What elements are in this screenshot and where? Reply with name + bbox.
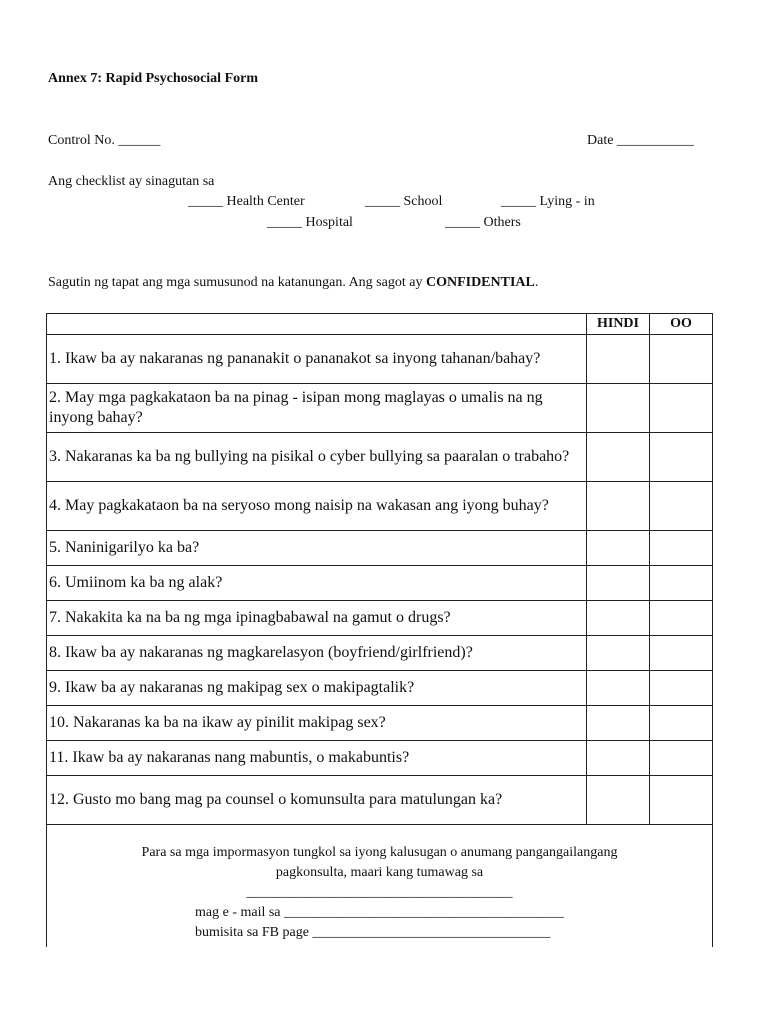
answer-hindi-cell[interactable] [587, 566, 650, 601]
table-row [47, 776, 713, 825]
answer-oo-cell[interactable] [650, 776, 713, 825]
option-lying-in: _____ Lying - in [501, 194, 595, 209]
answer-oo-cell[interactable] [650, 741, 713, 776]
question-text: 5. Naninigarilyo ka ba? [47, 531, 587, 566]
answer-oo-cell[interactable] [650, 636, 713, 671]
instructions-text: Sagutin ng tapat ang mga sumusunod na katanungan. Ang sagot ay [48, 275, 426, 290]
table-row [47, 531, 713, 566]
answer-hindi-cell[interactable] [587, 601, 650, 636]
answer-hindi-cell[interactable] [587, 482, 650, 531]
instructions-end: . [534, 275, 539, 290]
question-header [47, 314, 587, 335]
phone-number-blank: ______________________________________ [246, 885, 513, 900]
answer-oo-cell[interactable] [650, 433, 713, 482]
answer-oo-cell[interactable] [650, 335, 713, 384]
checklist-label: Ang checklist ay sinagutan sa [48, 174, 215, 189]
question-text: 12. Gusto mo bang mag pa counsel o komunsulta para matulungan ka? [47, 776, 587, 825]
table-row [47, 335, 713, 384]
answer-oo-cell[interactable] [650, 384, 713, 433]
answer-hindi-cell[interactable] [587, 706, 650, 741]
footer-row [47, 825, 713, 947]
footer-line-1: Para sa mga impormasyon tungkol sa iyong kalusugan o anumang pangangailangang [141, 845, 618, 860]
table-row [47, 601, 713, 636]
date-field: Date ___________ [587, 133, 694, 148]
confidential-emphasis: CONFIDENTIAL [425, 275, 535, 290]
answer-hindi-cell[interactable] [587, 531, 650, 566]
fb-page-blank: bumisita sa FB page __________________________________ [195, 925, 551, 940]
form-title: Annex 7: Rapid Psychosocial Form [48, 71, 258, 86]
table-row [47, 636, 713, 671]
table-row [47, 384, 713, 433]
header-hindi: HINDI [587, 314, 650, 335]
answer-hindi-cell[interactable] [587, 671, 650, 706]
answer-hindi-cell[interactable] [587, 384, 650, 433]
instructions [48, 275, 538, 291]
question-text: 11. Ikaw ba ay nakaranas nang mabuntis, o makabuntis? [47, 741, 587, 776]
answer-hindi-cell[interactable] [587, 776, 650, 825]
answer-oo-cell[interactable] [650, 706, 713, 741]
control-number-field: Control No. ______ [48, 133, 161, 148]
answer-oo-cell[interactable] [650, 531, 713, 566]
email-blank: mag e - mail sa ________________________________________ [195, 905, 565, 920]
question-text: 7. Nakakita ka na ba ng mga ipinagbabawal na gamut o drugs? [47, 601, 587, 636]
answer-hindi-cell[interactable] [587, 741, 650, 776]
footer-line-2: pagkonsulta, maari kang tumawag sa [275, 865, 484, 880]
footer-contact-info [47, 825, 713, 947]
table-row [47, 566, 713, 601]
question-text: 1. Ikaw ba ay nakaranas ng pananakit o pananakot sa inyong tahanan/bahay? [47, 335, 587, 384]
table-row [47, 433, 713, 482]
question-text: 4. May pagkakataon ba na seryoso mong naisip na wakasan ang iyong buhay? [47, 482, 587, 531]
table-row [47, 706, 713, 741]
option-others: _____ Others [445, 215, 521, 230]
answer-oo-cell[interactable] [650, 671, 713, 706]
answer-oo-cell[interactable] [650, 601, 713, 636]
answer-oo-cell[interactable] [650, 482, 713, 531]
header-row [47, 314, 713, 335]
question-text: 6. Umiinom ka ba ng alak? [47, 566, 587, 601]
table-row [47, 741, 713, 776]
table-row [47, 482, 713, 531]
questionnaire-table [46, 313, 713, 947]
question-text: 9. Ikaw ba ay nakaranas ng makipag sex o makipagtalik? [47, 671, 587, 706]
option-school: _____ School [365, 194, 443, 209]
answer-hindi-cell[interactable] [587, 433, 650, 482]
question-text: 10. Nakaranas ka ba na ikaw ay pinilit makipag sex? [47, 706, 587, 741]
header-oo: OO [650, 314, 713, 335]
question-text: 8. Ikaw ba ay nakaranas ng magkarelasyon (boyfriend/girlfriend)? [47, 636, 587, 671]
question-text: 2. May mga pagkakataon ba na pinag - isipan mong maglayas o umalis na ng inyong bahay? [47, 384, 587, 433]
answer-hindi-cell[interactable] [587, 335, 650, 384]
table-row [47, 671, 713, 706]
answer-oo-cell[interactable] [650, 566, 713, 601]
question-text: 3. Nakaranas ka ba ng bullying na pisikal o cyber bullying sa paaralan o trabaho? [47, 433, 587, 482]
option-hospital: _____ Hospital [267, 215, 353, 230]
answer-hindi-cell[interactable] [587, 636, 650, 671]
option-health-center: _____ Health Center [188, 194, 305, 209]
